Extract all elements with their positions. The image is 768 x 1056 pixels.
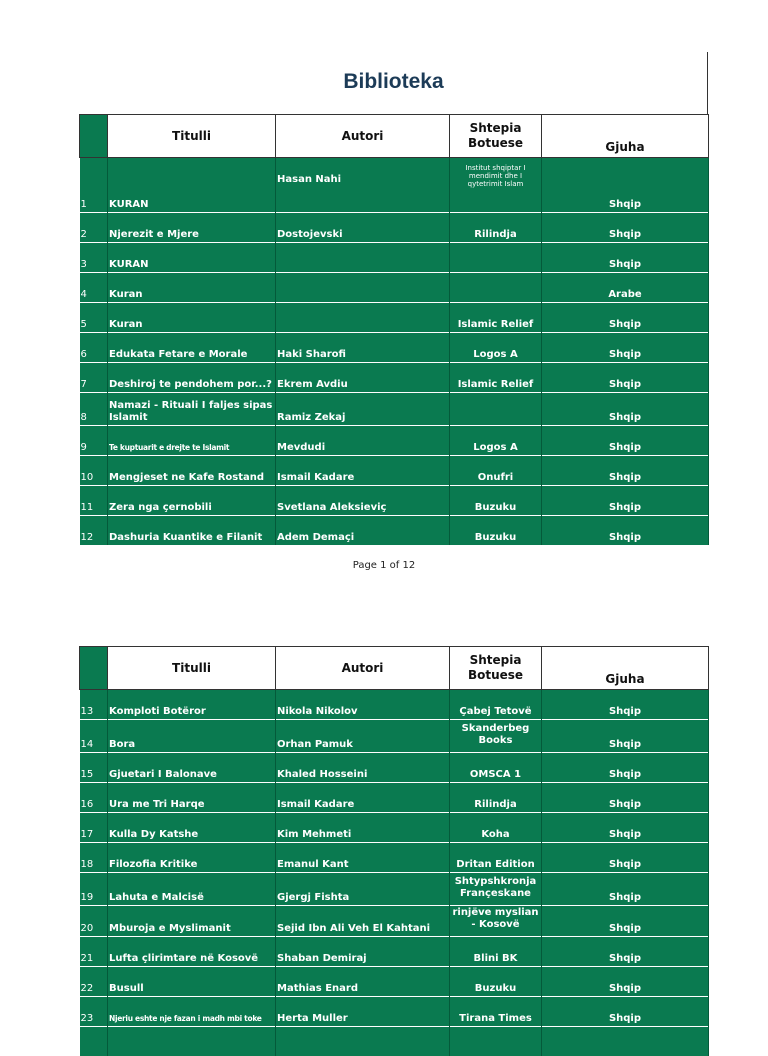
table-row — [80, 426, 709, 456]
row-author — [276, 1027, 450, 1056]
row-language: Shqip — [542, 456, 709, 486]
row-publisher: Tirana Times — [450, 997, 542, 1027]
row-title: Namazi - Rituali I faljes sipas Islamit — [108, 393, 276, 426]
row-publisher: Buzuku — [450, 486, 542, 516]
row-publisher: Rilindja — [450, 213, 542, 243]
table-row — [80, 158, 709, 213]
row-publisher: Shtypshkronja Françeskane — [450, 873, 542, 906]
table-row — [80, 783, 709, 813]
row-author: Herta Muller — [276, 997, 450, 1027]
table-row — [80, 333, 709, 363]
row-language: Shqip — [542, 937, 709, 967]
table-row — [80, 243, 709, 273]
row-language: Shqip — [542, 843, 709, 873]
table-header-row — [80, 647, 709, 690]
row-number: 13 — [80, 690, 108, 720]
row-publisher: Logos A — [450, 333, 542, 363]
header-corner-cell — [80, 115, 108, 158]
row-number: 17 — [80, 813, 108, 843]
header-titulli: Titulli — [108, 115, 276, 158]
row-publisher — [450, 393, 542, 426]
row-language: Shqip — [542, 393, 709, 426]
header-shtepia-botuese: Shtepia Botuese — [450, 647, 542, 690]
row-title: Kulla Dy Katshe — [108, 813, 276, 843]
table-row — [80, 516, 709, 546]
header-corner-cell — [80, 647, 108, 690]
row-author: Adem Demaçi — [276, 516, 450, 546]
row-author: Gjergj Fishta — [276, 873, 450, 906]
row-author: Dostojevski — [276, 213, 450, 243]
table-row — [80, 720, 709, 753]
row-language: Arabe — [542, 273, 709, 303]
books-table-page-2 — [79, 646, 709, 1056]
header-autori: Autori — [276, 115, 450, 158]
row-number: 6 — [80, 333, 108, 363]
row-language: Shqip — [542, 690, 709, 720]
row-title: Bora — [108, 720, 276, 753]
row-number: 1 — [80, 158, 108, 213]
row-publisher: rinjëve myslian - Kosovë — [450, 906, 542, 937]
row-title: Filozofia Kritike — [108, 843, 276, 873]
row-title: Mengjeset ne Kafe Rostand — [108, 456, 276, 486]
row-title — [108, 1027, 276, 1056]
row-language: Shqip — [542, 243, 709, 273]
table-row — [80, 873, 709, 906]
row-title: Kuran — [108, 273, 276, 303]
row-title: Te kuptuarit e drejte te Islamit — [108, 426, 276, 456]
row-publisher — [450, 1027, 542, 1056]
row-number: 20 — [80, 906, 108, 937]
row-author — [276, 273, 450, 303]
row-number: 11 — [80, 486, 108, 516]
header-titulli: Titulli — [108, 647, 276, 690]
row-language: Shqip — [542, 783, 709, 813]
table-header-row — [80, 115, 709, 158]
row-number: 23 — [80, 997, 108, 1027]
table-row — [80, 843, 709, 873]
table-row — [80, 393, 709, 426]
row-publisher: Buzuku — [450, 967, 542, 997]
row-language: Shqip — [542, 213, 709, 243]
table-row — [80, 813, 709, 843]
row-publisher — [450, 273, 542, 303]
row-author: Kim Mehmeti — [276, 813, 450, 843]
row-number — [80, 1027, 108, 1056]
row-author: Sejid Ibn Ali Veh El Kahtani — [276, 906, 450, 937]
row-number: 5 — [80, 303, 108, 333]
row-number: 4 — [80, 273, 108, 303]
row-number: 14 — [80, 720, 108, 753]
books-table-page-1 — [79, 114, 709, 545]
table-row — [80, 906, 709, 937]
table-row — [80, 273, 709, 303]
row-publisher — [450, 243, 542, 273]
row-title: Kuran — [108, 303, 276, 333]
row-number: 2 — [80, 213, 108, 243]
row-number: 21 — [80, 937, 108, 967]
row-number: 7 — [80, 363, 108, 393]
row-publisher: Islamic Relief — [450, 303, 542, 333]
table-row — [80, 303, 709, 333]
row-language: Shqip — [542, 997, 709, 1027]
row-author: Ramiz Zekaj — [276, 393, 450, 426]
row-author: Haki Sharofi — [276, 333, 450, 363]
row-language: Shqip — [542, 906, 709, 937]
row-language: Shqip — [542, 486, 709, 516]
row-language — [542, 1027, 709, 1056]
row-publisher: OMSCA 1 — [450, 753, 542, 783]
row-publisher: Çabej Tetovë — [450, 690, 542, 720]
row-author — [276, 303, 450, 333]
row-publisher: Onufri — [450, 456, 542, 486]
row-title: KURAN — [108, 243, 276, 273]
row-language: Shqip — [542, 873, 709, 906]
row-number: 18 — [80, 843, 108, 873]
row-author: Orhan Pamuk — [276, 720, 450, 753]
table-row — [80, 690, 709, 720]
row-number: 15 — [80, 753, 108, 783]
row-language: Shqip — [542, 720, 709, 753]
page-indicator: Page 1 of 12 — [0, 560, 768, 571]
row-language: Shqip — [542, 303, 709, 333]
row-author: Nikola Nikolov — [276, 690, 450, 720]
table-row — [80, 213, 709, 243]
row-author: Svetlana Aleksieviç — [276, 486, 450, 516]
row-number: 19 — [80, 873, 108, 906]
row-number: 3 — [80, 243, 108, 273]
row-language: Shqip — [542, 967, 709, 997]
row-language: Shqip — [542, 158, 709, 213]
table-row — [80, 363, 709, 393]
row-title: Lufta çlirimtare në Kosovë — [108, 937, 276, 967]
row-title: Njeriu eshte nje fazan i madh mbi toke — [108, 997, 276, 1027]
table-row — [80, 967, 709, 997]
row-language: Shqip — [542, 363, 709, 393]
row-publisher: Rilindja — [450, 783, 542, 813]
row-author: Mathias Enard — [276, 967, 450, 997]
row-number: 8 — [80, 393, 108, 426]
row-publisher: Skanderbeg Books — [450, 720, 542, 753]
row-author: Emanul Kant — [276, 843, 450, 873]
row-language: Shqip — [542, 753, 709, 783]
row-title: Ura me Tri Harqe — [108, 783, 276, 813]
row-language: Shqip — [542, 516, 709, 546]
row-number: 16 — [80, 783, 108, 813]
row-publisher: Dritan Edition — [450, 843, 542, 873]
row-title: Gjuetari I Balonave — [108, 753, 276, 783]
row-publisher: Blini BK — [450, 937, 542, 967]
row-author: Ismail Kadare — [276, 456, 450, 486]
table-row — [80, 753, 709, 783]
row-author: Mevdudi — [276, 426, 450, 456]
row-publisher: Institut shqiptar I mendimit dhe I qytetrimit Islam — [450, 158, 542, 213]
row-language: Shqip — [542, 333, 709, 363]
row-title: Mburoja e Myslimanit — [108, 906, 276, 937]
row-publisher: Logos A — [450, 426, 542, 456]
row-title: Njerezit e Mjere — [108, 213, 276, 243]
row-title: Lahuta e Malcisë — [108, 873, 276, 906]
row-language: Shqip — [542, 426, 709, 456]
row-language: Shqip — [542, 813, 709, 843]
row-author: Shaban Demiraj — [276, 937, 450, 967]
row-number: 22 — [80, 967, 108, 997]
row-author: Ekrem Avdiu — [276, 363, 450, 393]
row-title: Deshiroj te pendohem por...? — [108, 363, 276, 393]
row-author: Hasan Nahi — [276, 158, 450, 213]
row-number: 10 — [80, 456, 108, 486]
row-title: KURAN — [108, 158, 276, 213]
row-title: Busull — [108, 967, 276, 997]
row-title: Dashuria Kuantike e Filanit — [108, 516, 276, 546]
table-row-partial — [80, 1027, 709, 1056]
row-publisher: Islamic Relief — [450, 363, 542, 393]
row-publisher: Buzuku — [450, 516, 542, 546]
header-gjuha: Gjuha — [542, 115, 709, 158]
page-title: Biblioteka — [79, 70, 708, 94]
row-publisher: Koha — [450, 813, 542, 843]
header-gjuha: Gjuha — [542, 647, 709, 690]
row-author: Ismail Kadare — [276, 783, 450, 813]
row-title: Edukata Fetare e Morale — [108, 333, 276, 363]
table-row — [80, 456, 709, 486]
table-row — [80, 997, 709, 1027]
header-autori: Autori — [276, 647, 450, 690]
row-author — [276, 243, 450, 273]
header-shtepia-botuese: Shtepia Botuese — [450, 115, 542, 158]
table-row — [80, 937, 709, 967]
table-row — [80, 486, 709, 516]
row-title: Komploti Botëror — [108, 690, 276, 720]
row-author: Khaled Hosseini — [276, 753, 450, 783]
row-number: 9 — [80, 426, 108, 456]
row-title: Zera nga çernobili — [108, 486, 276, 516]
row-number: 12 — [80, 516, 108, 546]
